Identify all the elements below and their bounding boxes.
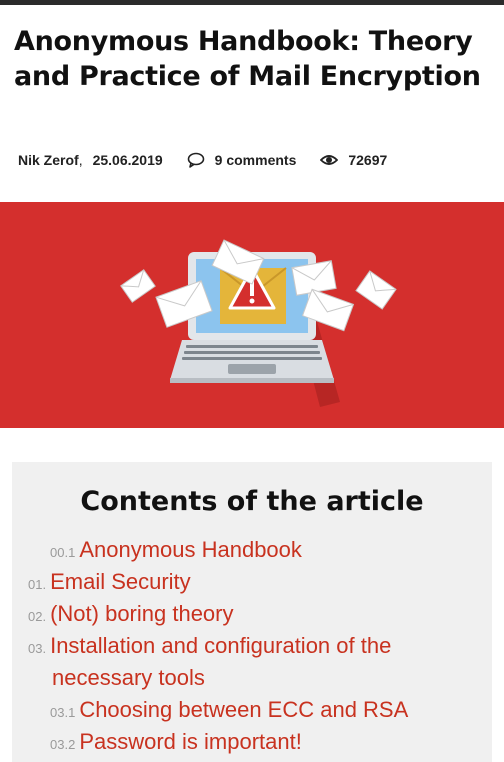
toc-item-number: 03.1	[50, 705, 76, 720]
article-meta	[18, 150, 387, 170]
publish-date: 25.06.2019	[92, 152, 163, 168]
envelope-6	[356, 271, 396, 309]
comment-bubble-icon	[187, 152, 205, 168]
toc-item-continuation[interactable]	[52, 662, 205, 694]
laptop-touchpad	[228, 364, 276, 374]
toc-item[interactable]	[50, 694, 408, 726]
toc-item[interactable]	[28, 566, 191, 598]
toc-item-label[interactable]: Anonymous Handbook	[79, 537, 302, 562]
toc-item-number: 02.	[28, 609, 47, 624]
toc-item-label[interactable]: Choosing between ECC and RSA	[79, 697, 409, 722]
meta-separator: ,	[78, 152, 83, 168]
toc-item[interactable]	[50, 726, 302, 758]
toc-item-number: 03.	[28, 641, 47, 656]
toc-item-number: 01.	[28, 577, 47, 592]
toc-item-label[interactable]: (Not) boring theory	[50, 601, 234, 626]
toc-item[interactable]	[28, 598, 234, 630]
toc-item-number: 00.1	[50, 545, 76, 560]
article-title: Anonymous Handbook: Theory and Practice of Mail Encryption	[14, 26, 481, 92]
toc-item-label[interactable]: Email Security	[50, 569, 191, 594]
toc-item-label[interactable]: Password is important!	[79, 729, 302, 754]
hero-illustration	[0, 202, 504, 428]
toc-item-number: 03.2	[50, 737, 76, 752]
eye-icon	[320, 152, 338, 168]
view-count: 72697	[348, 152, 388, 168]
table-of-contents	[12, 462, 492, 762]
laptop-keyboard	[182, 345, 322, 360]
comments-link[interactable]: 9 comments	[214, 152, 297, 168]
author-link[interactable]: Nik Zerof	[18, 152, 79, 168]
toc-title: Contents of the article	[80, 486, 424, 517]
toc-item[interactable]	[50, 534, 302, 566]
top-bar	[0, 0, 504, 5]
toc-item-label[interactable]: necessary tools	[52, 665, 205, 690]
envelope-1	[121, 270, 155, 302]
toc-item-label[interactable]: Installation and configuration of the	[50, 633, 392, 658]
toc-item[interactable]	[28, 630, 391, 662]
